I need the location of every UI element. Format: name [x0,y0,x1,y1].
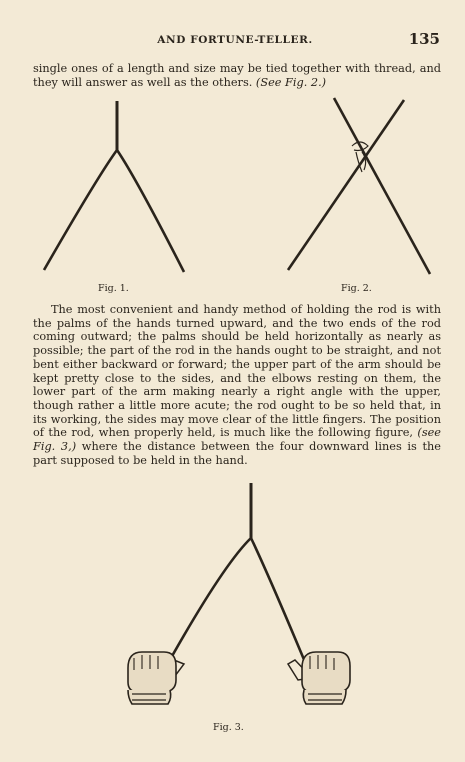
running-head: AND FORTUNE-TELLER. [157,34,313,46]
fig2-caption: Fig. 2. [341,283,372,294]
fig2-crossed-rods-drawing [282,94,432,278]
fig3-caption: Fig. 3. [213,722,244,733]
paragraph-2-text: The most convenient and handy method of holding the rod is with the palms of the hands turned upward, and the two ends of the rod coming outward; the palms should be held horizontally as nearly as possible; the part of the rod in the hands ought to be straight, and not bent either backward or forward; the upper part of the arm should be kept pretty close to the sides, and the elbows resting on them, the lower part of the arm making nearly a right angle with the upper, though rather a little more acute; the rod ought to be so held that, in its working, the sides may move clear of the little fingers. The position of the rod, when properly held, is much like the following figure, [33,303,441,440]
page-header [30,31,440,51]
page-number: 135 [408,30,440,48]
left-fist-icon [128,652,176,704]
right-fist-icon [302,652,350,704]
paragraph-2-text-end: where the distance between the four downward lines is the part supposed to be held in the hand. [33,440,441,467]
fig3-reference: (see Fig. 3,) [33,426,441,454]
fig3-rod-held-in-hands-drawing [110,478,360,718]
fig2-reference: (See Fig. 2.) [255,75,327,89]
paragraph-1-text: single ones of a length and size may be tied together with thread, and they will answer as well as the others. [33,62,441,89]
figure-2 [282,94,432,278]
figure-3 [110,478,360,718]
fig1-caption: Fig. 1. [98,283,129,294]
fig1-forked-rod-drawing [38,96,188,276]
paragraph-1 [33,62,441,89]
paragraph-2 [33,303,441,467]
figure-1 [38,96,188,276]
